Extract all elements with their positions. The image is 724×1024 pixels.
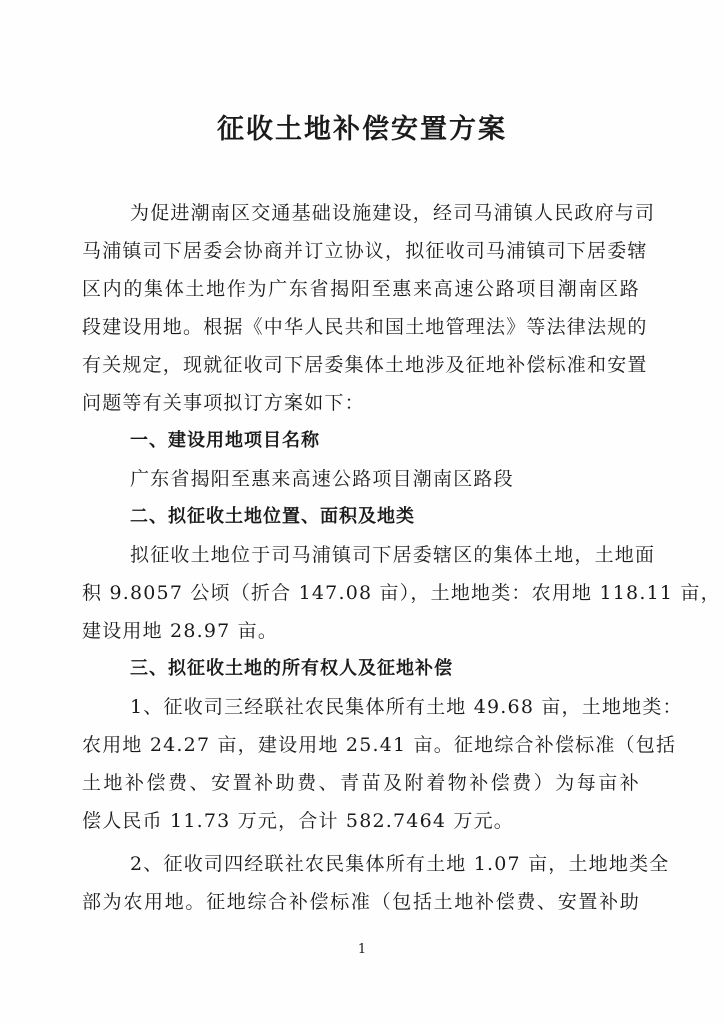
- section-heading: 一、建设用地项目名称: [130, 430, 320, 451]
- intro-line: 为促进潮南区交通基础设施建设，经司马浦镇人民政府与司: [130, 202, 656, 224]
- section-text: 部为农用地。征地综合补偿标准（包括土地补偿费、安置补助: [82, 891, 640, 913]
- intro-line: 区内的集体土地作为广东省揭阳至惠来高速公路项目潮南区路: [82, 278, 640, 300]
- section-text: 2、征收司四经联社农民集体所有土地 1.07 亩，土地地类全: [130, 853, 670, 875]
- section-text: 偿人民币 11.73 万元，合计 582.7464 万元。: [82, 810, 515, 832]
- section-heading: 三、拟征收土地的所有权人及征地补偿: [130, 658, 453, 679]
- intro-line: 问题等有关事项拟订方案如下：: [82, 392, 365, 414]
- section-text: 建设用地 28.97 亩。: [82, 620, 279, 642]
- intro-line: 段建设用地。根据《中华人民共和国土地管理法》等法律法规的: [82, 316, 648, 338]
- section-text: 广东省揭阳至惠来高速公路项目潮南区路段: [130, 468, 514, 490]
- section-text: 农用地 24.27 亩，建设用地 25.41 亩。征地综合补偿标准（包括: [82, 734, 677, 756]
- document-title: 征收土地补偿安置方案: [217, 114, 507, 145]
- intro-line: 马浦镇司下居委会协商并订立协议，拟征收司马浦镇司下居委辖: [82, 240, 648, 262]
- section-text: 1、征收司三经联社农民集体所有土地 49.68 亩，土地地类：: [130, 696, 683, 718]
- section-text: 拟征收土地位于司马浦镇司下居委辖区的集体土地，土地面: [130, 544, 656, 566]
- section-heading: 二、拟征收土地位置、面积及地类: [130, 506, 415, 527]
- page-number: 1: [357, 942, 367, 957]
- section-text: 积 9.8057 公顷（折合 147.08 亩），土地地类：农用地 118.11 亩，: [82, 582, 721, 604]
- section-text: 土地补偿费、安置补助费、青苗及附着物补偿费）为每亩补: [82, 772, 640, 794]
- intro-line: 有关规定，现就征收司下居委集体土地涉及征地补偿标准和安置: [82, 354, 648, 376]
